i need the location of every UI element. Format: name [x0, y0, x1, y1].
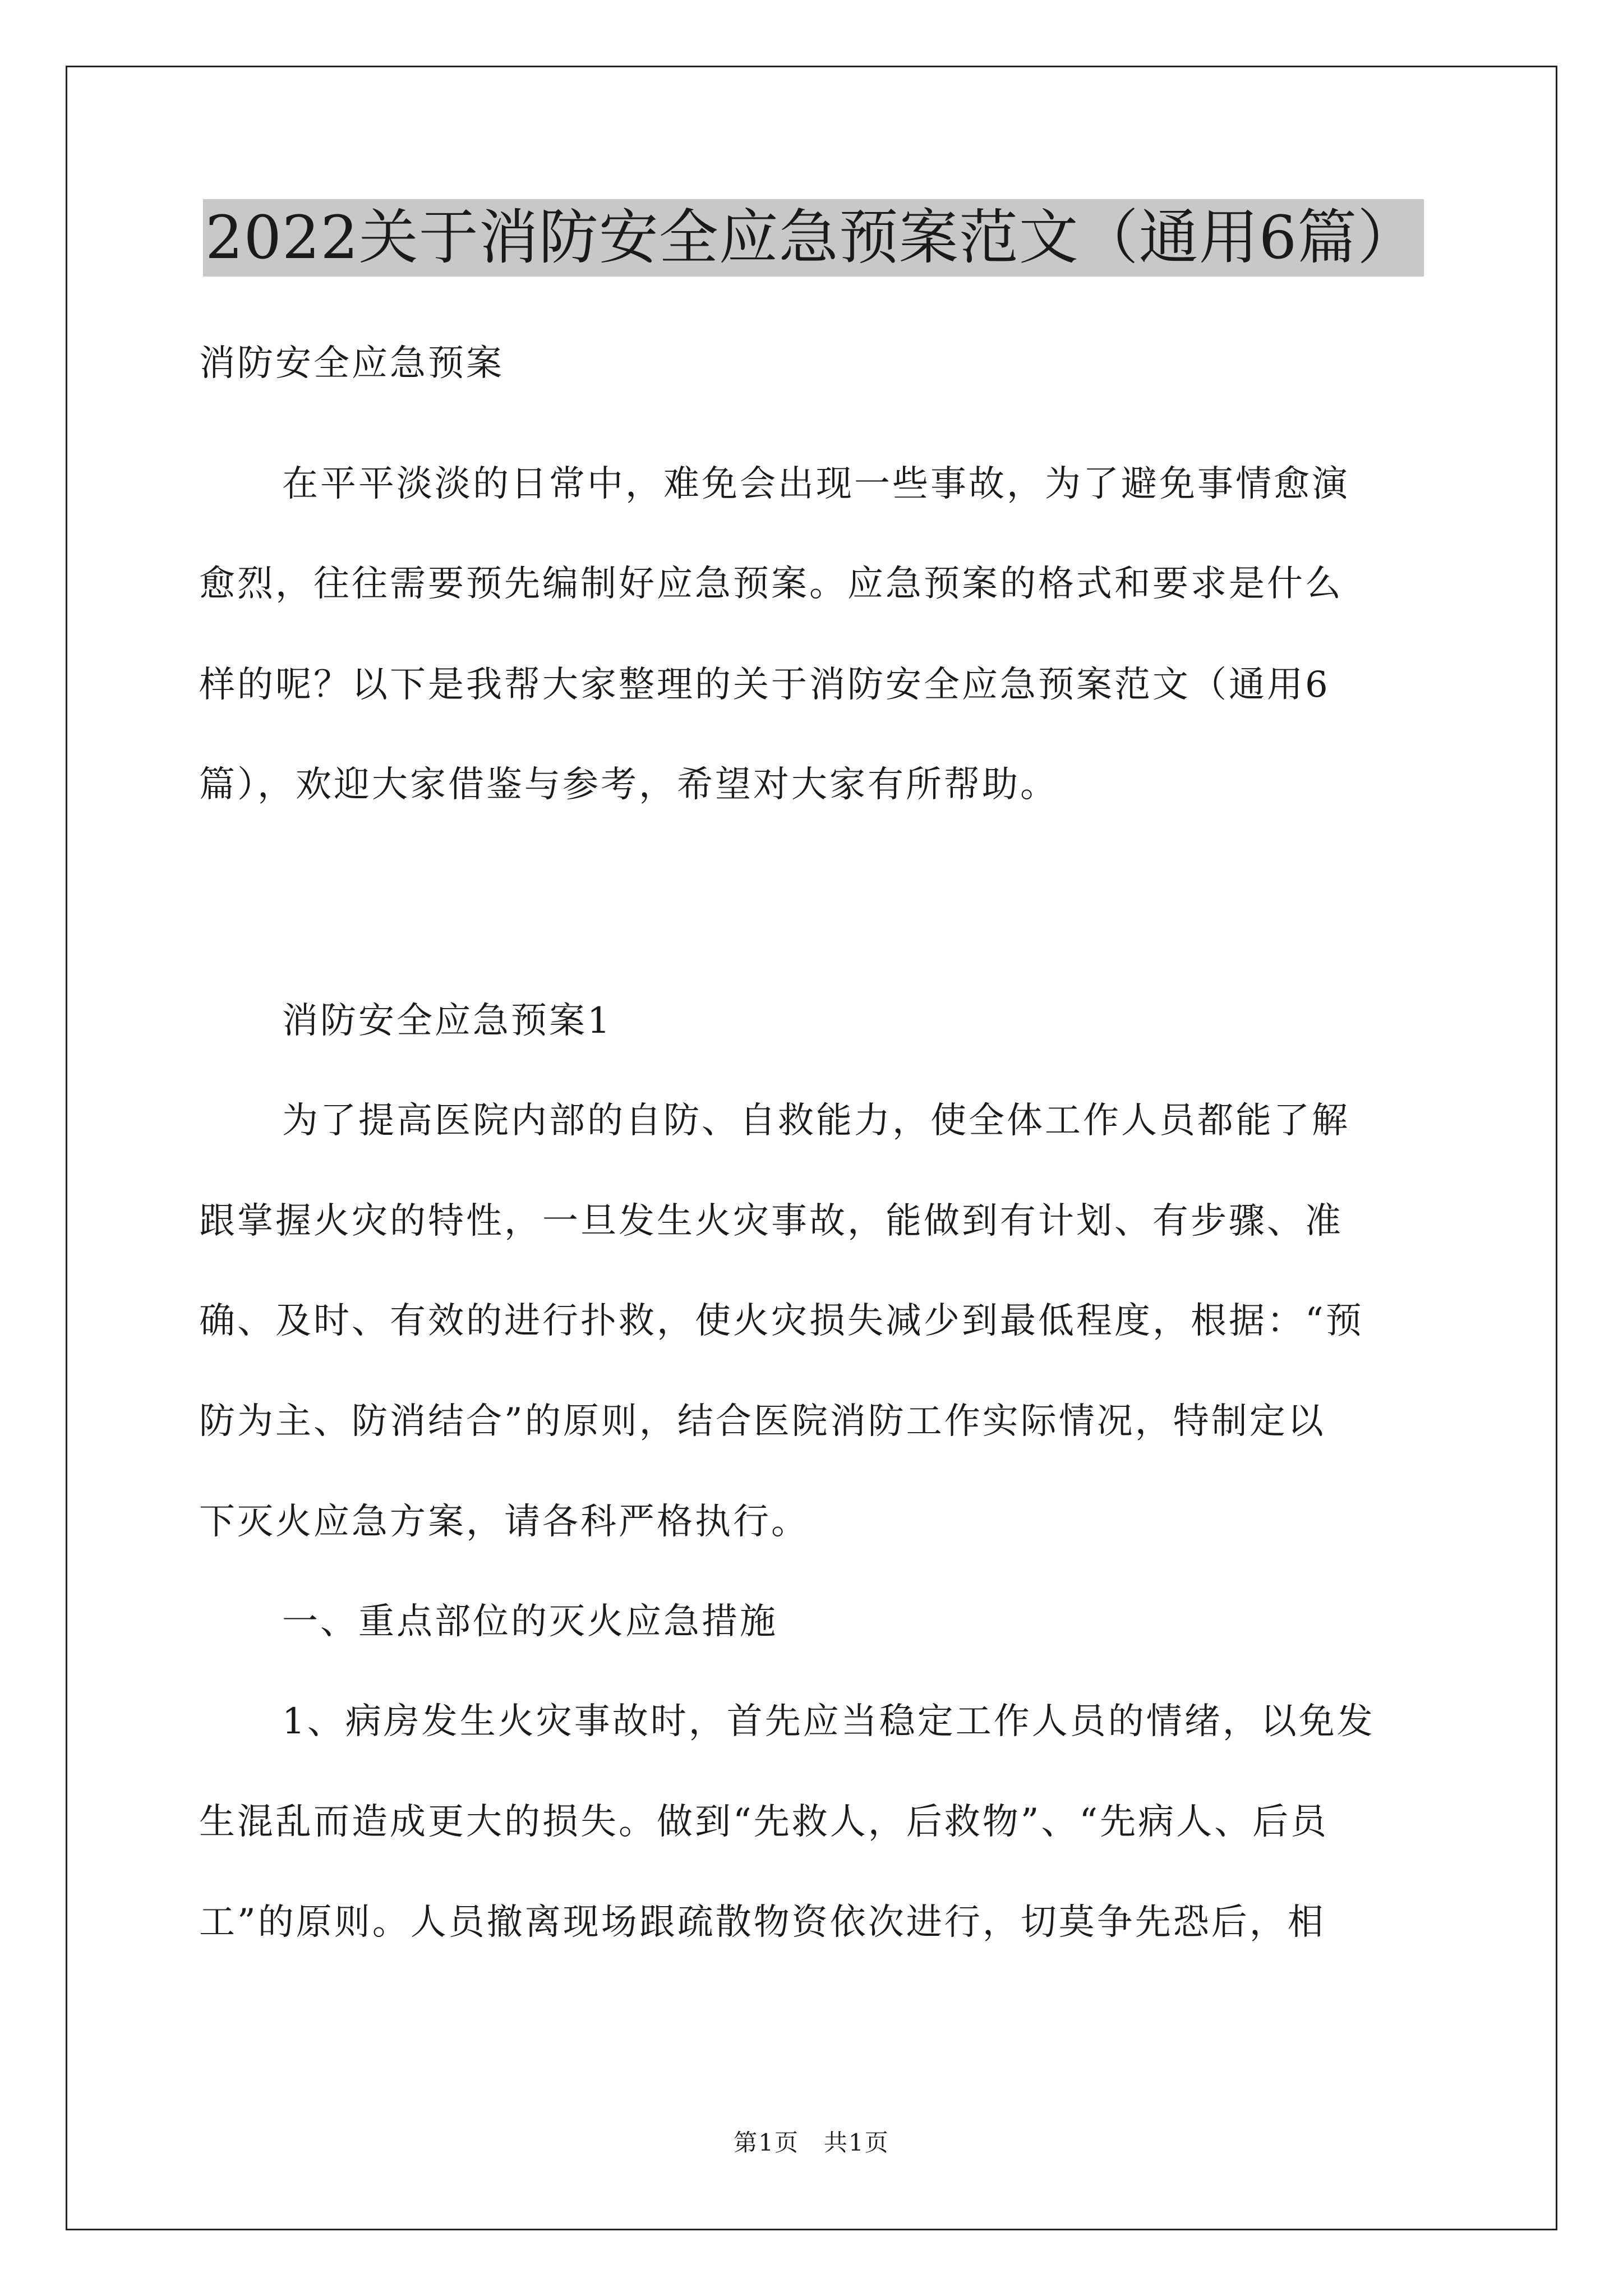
intro-line: 篇），欢迎大家借鉴与参考，希望对大家有所帮助。	[199, 764, 1058, 806]
section-line: 跟掌握火灾的特性，一旦发生火灾事故，能做到有计划、有步骤、准	[199, 1200, 1343, 1242]
section-line: 下灭火应急方案，请各科严格执行。	[199, 1501, 809, 1543]
page-footer: 第1页 共1页	[734, 2129, 889, 2156]
section-line: 确、及时、有效的进行扑救，使火灾损失减少到最低程度，根据：“预	[199, 1300, 1364, 1342]
intro-line: 样的呢？以下是我帮大家整理的关于消防安全应急预案范文（通用6	[199, 664, 1330, 706]
subheading: 一、重点部位的灭火应急措施	[282, 1601, 778, 1642]
document-subtitle: 消防安全应急预案	[199, 343, 504, 384]
item-line: 1、病房发生火灾事故时，首先应当稳定工作人员的情绪，以免发	[282, 1701, 1375, 1742]
item-line: 工”的原则。人员撤离现场跟疏散物资依次进行，切莫争先恐后，相	[199, 1902, 1326, 1943]
item-line: 生混乱而造成更大的损失。做到“先救人，后救物”、“先病人、后员	[199, 1801, 1329, 1843]
title-highlight	[203, 199, 1424, 277]
intro-line: 愈烈，往往需要预先编制好应急预案。应急预案的格式和要求是什么	[199, 563, 1343, 605]
intro-line: 在平平淡淡的日常中，难免会出现一些事故，为了避免事情愈演	[282, 463, 1350, 505]
section-line: 防为主、防消结合”的原则，结合医院消防工作实际情况，特制定以	[199, 1401, 1326, 1442]
document-title: 2022关于消防安全应急预案范文（通用6篇）	[205, 203, 1418, 272]
section-line: 为了提高医院内部的自防、自救能力，使全体工作人员都能了解	[282, 1100, 1350, 1142]
section-heading: 消防安全应急预案1	[282, 1000, 612, 1042]
